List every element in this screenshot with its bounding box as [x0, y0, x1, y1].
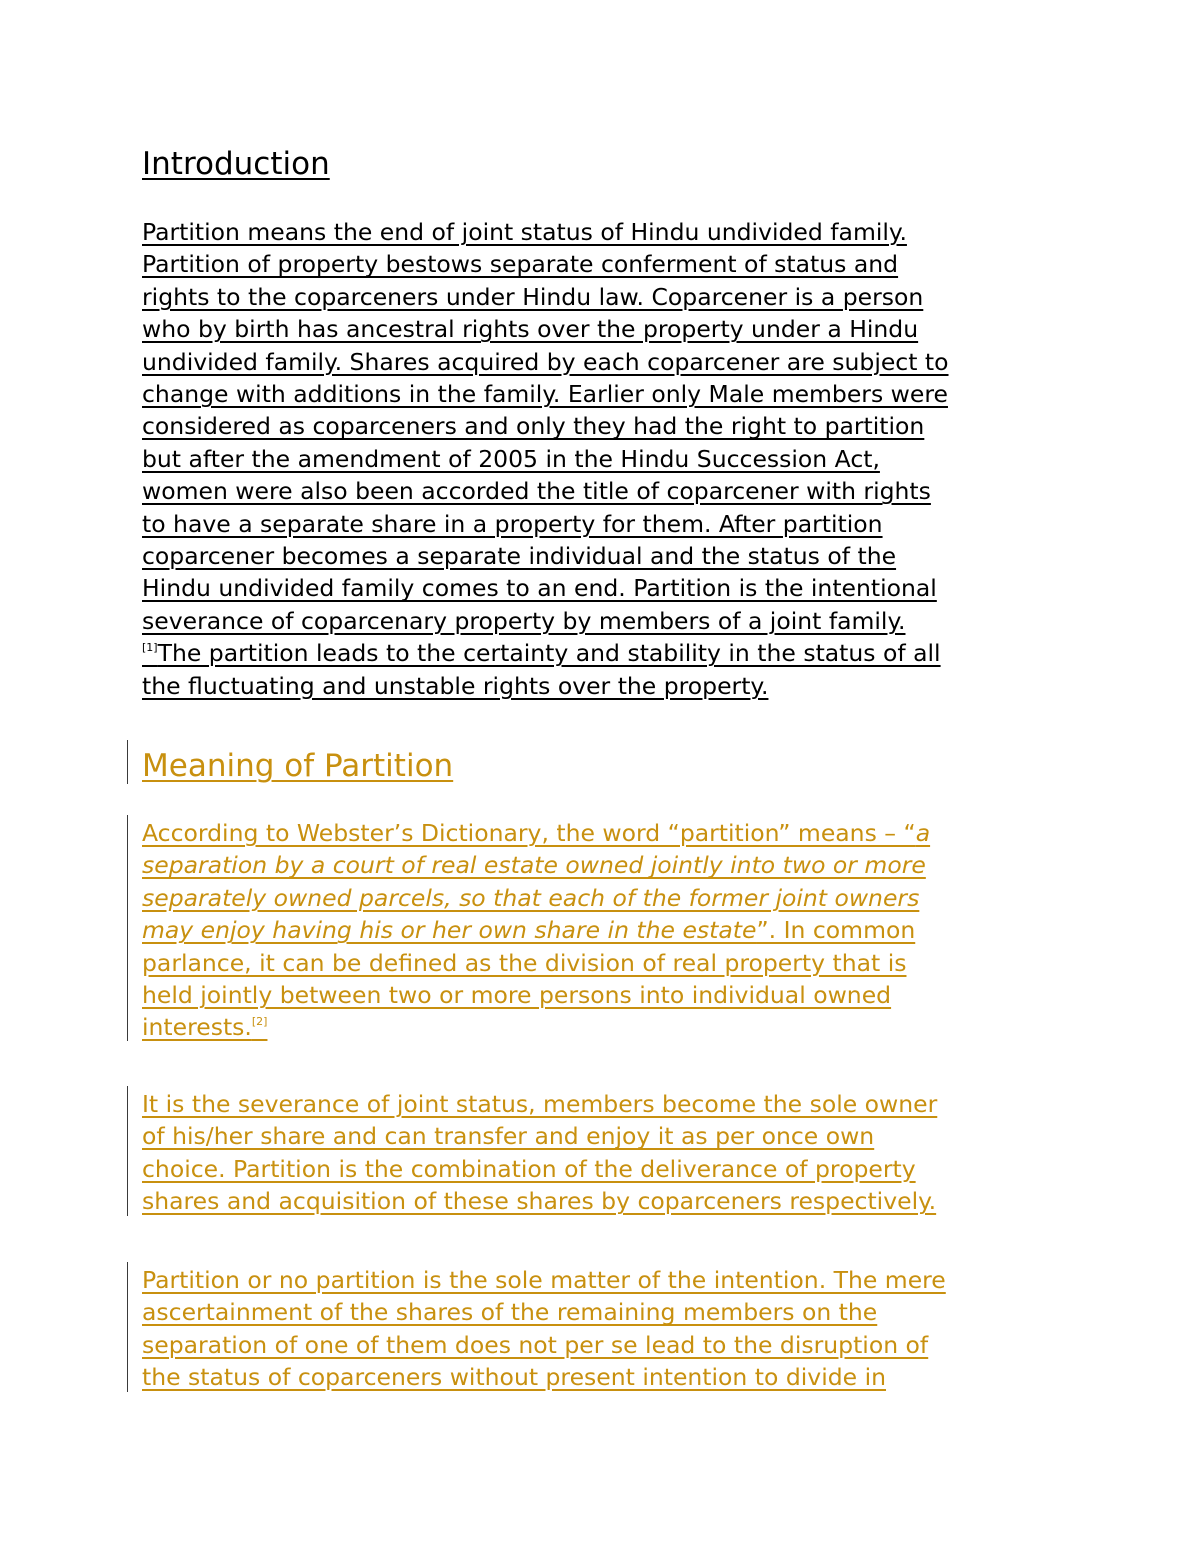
intro-line [142, 281, 1102, 313]
meaning-paragraph-2 [142, 1088, 1102, 1218]
meaning-line [142, 1185, 1102, 1217]
meaning-line [142, 947, 1102, 979]
intro-line [142, 410, 1102, 442]
change-bar [127, 815, 128, 1041]
intro-line-text: Partition of property bestows separate conferment of status and [142, 250, 899, 279]
meaning-line [142, 817, 1102, 849]
intro-line-text: undivided family. Shares acquired by each coparcener are subject to [142, 347, 949, 376]
meaning-line [142, 849, 1102, 881]
meaning-line-text: ascertainment of the shares of the remaining members on the [142, 1298, 878, 1327]
intro-line [142, 605, 1102, 637]
intro-line-text: to have a separate share in a property for them. After partition [142, 509, 883, 538]
intro-line [142, 248, 1102, 280]
intro-line-text: the fluctuating and unstable rights over the property. [142, 671, 769, 700]
meaning-line [142, 1088, 1102, 1120]
intro-line-text: rights to the coparceners under Hindu law. Coparcener is a person [142, 282, 924, 311]
meaning-line-text: Partition or no partition is the sole matter of the intention. The mere [142, 1266, 946, 1294]
meaning-line [142, 882, 1102, 914]
intro-line [142, 670, 1102, 702]
intro-line-text: change with additions in the family. Earlier only Male members were [142, 380, 948, 409]
meaning-line-text: separation of one of them does not per se lead to the disruption of [142, 1330, 929, 1359]
intro-line [142, 216, 1102, 248]
intro-line-text: but after the amendment of 2005 in the Hindu Succession Act, [142, 444, 880, 473]
intro-line-text: women were also been accorded the title of coparcener with rights [142, 477, 931, 506]
change-bar [127, 1086, 128, 1216]
meaning-line-text: of his/her share and can transfer and enjoy it as per once own [142, 1122, 875, 1151]
intro-line-text: considered as coparceners and only they had the right to partition [142, 412, 925, 441]
intro-line [142, 378, 1102, 410]
intro-line [142, 346, 1102, 378]
meaning-line-text: shares and acquisition of these shares by coparceners respectively. [142, 1187, 937, 1216]
footnote-ref-1[interactable]: [1] [142, 641, 158, 655]
section-heading-introduction: Introduction [142, 146, 330, 182]
meaning-paragraph-1 [142, 817, 1102, 1044]
meaning-line [142, 914, 1102, 946]
quote-text: may enjoy having his or her own share in the estate [142, 916, 757, 945]
meaning-line-text: ”. In common [756, 916, 916, 945]
meaning-line-text: the status of coparceners without present intention to divide in [142, 1363, 887, 1392]
intro-line-text: The partition leads to the certainty and stability in the status of all [157, 639, 941, 668]
meaning-paragraph-3 [142, 1264, 1102, 1394]
meaning-line [142, 1264, 1102, 1296]
meaning-line-text: It is the severance of joint status, members become the sole owner [142, 1090, 938, 1118]
intro-line [142, 637, 1102, 669]
intro-line [142, 572, 1102, 604]
meaning-line [142, 1361, 1102, 1393]
intro-line [142, 508, 1102, 540]
meaning-line-text: According to Webster’s Dictionary, the word “partition” means – “ [142, 819, 916, 847]
meaning-line [142, 1296, 1102, 1328]
meaning-line [142, 1329, 1102, 1361]
meaning-line-text: parlance, it can be defined as the division of real property that is [142, 948, 907, 977]
change-bar [127, 740, 128, 784]
footnote-ref-2[interactable]: [2] [251, 1015, 268, 1029]
intro-line [142, 443, 1102, 475]
intro-line-text: severance of coparcenary property by members of a joint family. [142, 606, 906, 635]
intro-line [142, 540, 1102, 572]
meaning-line [142, 979, 1102, 1011]
section-heading-meaning-of-partition: Meaning of Partition [142, 748, 454, 784]
quote-text: separation by a court of real estate owned jointly into two or more [142, 851, 926, 880]
intro-line-text: coparcener becomes a separate individual and the status of the [142, 542, 897, 571]
meaning-line-text: held jointly between two or more persons into individual owned [142, 981, 892, 1010]
intro-paragraph [142, 216, 1102, 702]
change-bar [127, 1262, 128, 1392]
intro-line [142, 475, 1102, 507]
meaning-line [142, 1120, 1102, 1152]
quote-text: separately owned parcels, so that each of the former joint owners [142, 883, 920, 912]
intro-line-text: Hindu undivided family comes to an end. Partition is the intentional [142, 574, 937, 603]
meaning-line [142, 1153, 1102, 1185]
meaning-line-text: interests. [142, 1013, 252, 1042]
intro-line [142, 313, 1102, 345]
intro-line-text: Partition means the end of joint status of Hindu undivided family. [142, 218, 907, 246]
intro-line-text: who by birth has ancestral rights over the property under a Hindu [142, 315, 919, 344]
meaning-line-text: choice. Partition is the combination of the deliverance of property [142, 1154, 916, 1183]
quote-text: a [915, 819, 931, 847]
meaning-line [142, 1011, 1102, 1043]
